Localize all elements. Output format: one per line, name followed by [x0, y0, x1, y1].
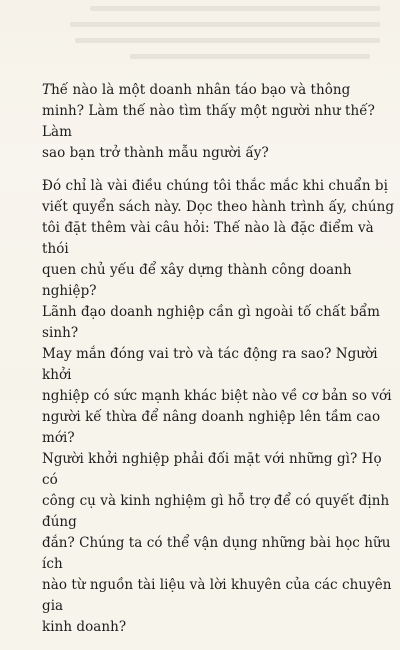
paragraph-intro-questions: Thế nào là một doanh nhân táo bạo và thông minh? Làm thế nào tìm thấy một người như thế? Làm sao bạn trở thành mẫu người ấy? — [42, 82, 375, 161]
show-through-line — [60, 16, 380, 32]
show-through-line — [60, 48, 380, 60]
show-through-text — [60, 0, 380, 60]
body-text — [42, 80, 394, 650]
show-through-line — [60, 32, 380, 48]
show-through-line — [60, 0, 380, 16]
paragraph-body: Đó chỉ là vài điều chúng tôi thắc mắc khi chuẩn bị viết quyển sách này. Dọc theo hành trình ấy, chúng tôi đặt thêm vài câu hỏi: Thế nào là đặc điểm và thói quen chủ yếu để xây dựng thành công doanh nghiệp? Lãnh đạo doanh nghiệp cần gì ngoài tố chất bẩm sinh? May mắn đóng vai trò và tác động ra sao? Người khởi nghiệp có sức mạnh khác biệt nào về cơ bản so với người kế thừa để nâng doanh nghiệp lên tầm cao mới? Người khởi nghiệp phải đối mặt với những gì? Họ có công cụ và kinh nghiệm gì hỗ trợ để có quyết định đúng đắn? Chúng ta có thể vận dụng những bài học hữu ích nào từ nguồn tài liệu và lời khuyên của các chuyên gia kinh doanh? — [42, 178, 395, 635]
